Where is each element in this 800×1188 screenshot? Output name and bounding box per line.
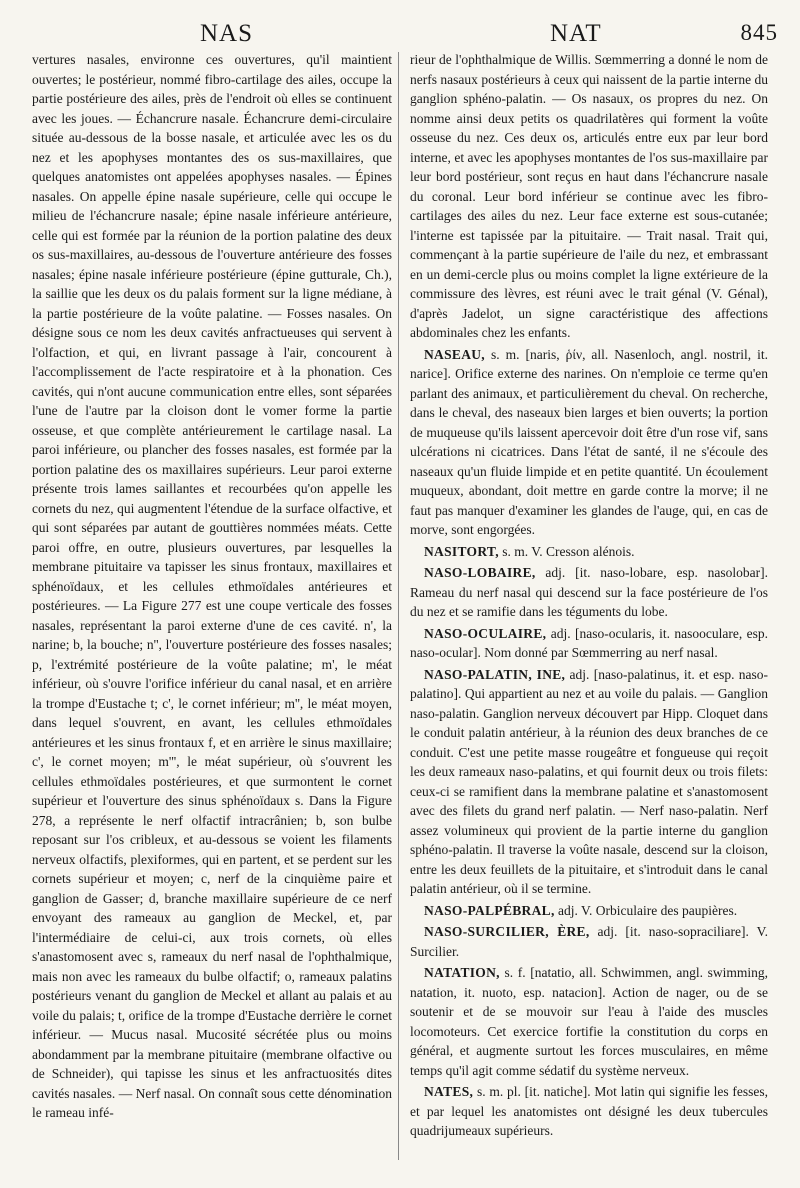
left-column-text: vertures nasales, environne ces ouvertures, qu'il maintient ouvertes; le postérieur, nommé fibro-cartilage des ailes, occupe la partie postérieure des ailes, près de l'endroit où elles se continuent avec les joues. — Échancrure nasale. Échancrure demi-circulaire située au-dessous de la bosse nasale, et articulée avec les os du nez et les apophyses montantes des os sus-maxillaires, que quelques anatomistes ont appelées apophyses nasales. — Épines nasales. On appelle épine nasale supérieure, celle qui occupe le milieu de l'échancrure nasale; épine nasale inférieure antérieure, celle qui est formée par la réunion de la portion palatine des deux os sus-maxillaires, au-dessous de l'ouverture antérieure des fosses nasales; épine nasale inférieure postérieure (épine gutturale, Ch.), la saillie que les deux os du palais forment sur la ligne médiane, à la partie postérieure de la voûte palatine. — Fosses nasales. On désigne sous ce nom les deux cavités anfractueuses qui servent à l'olfaction, et qui, en livrant passage à l'air, concourent à l'accomplissement de l'acte respiratoire et à la phonation. Ces cavités, qui n'ont aucune communication entre elles, sont séparées l'une de l'autre par la cloison dont le vomer forme la partie osseuse, et que complète antérieurement le cartilage nasal. La paroi inférieure, ou plancher des fosses nasales, est formée par la portion palatine des os maxillaires supérieurs. Leur paroi externe présente trois lames saillantes et recourbées qu'on appelle les cornets du nez, qui augmentent l'étendue de la surface olfactive, et qui sont séparées par autant de gouttières nommées méats. Cette paroi offre, en outre, plusieurs ouvertures, par lesquelles la membrane pituitaire va tapisser les sinus frontaux, maxillaires et sphénoïdaux, et les cellules ethmoïdales antérieures et postérieures. — La Figure 277 est une coupe verticale des fosses nasales, représentant la paroi externe d'une de ces cavité. n', la narine; b, la bouche; n'', l'ouverture postérieure des fosses nasales; p, l'extrémité postérieure de la voûte palatine; m', le méat inférieur, où s'ouvre l'orifice inférieur du canal nasal, et en arrière la trompe d'Eustache t; c', le cornet inférieur; m'', le méat moyen, dans lequel s'ouvrent, en avant, les cellules ethmoïdales antérieures et les sinus frontaux f, et en arrière le sinus maxillaire; c', le cornet moyen; m''', le méat supérieur, où s'ouvrent les cellules ethmoïdales postérieures, et que surmontent le cornet supérieur et l'ouverture des sinus sphénoïdaux s. Dans la Figure 278, a représente le nerf olfactif intracrânien; b, son bulbe reposant sur l'os cribleux, et au-dessous se voient les filaments nerveux olfactifs, plexiformes, qui en partent, et se perdent sur les cornets supérieur et moyen; c, nerf de la cinquième paire et ganglion de Gasser; d, branche maxillaire supérieure de ce nerf envoyant des rameaux au ganglion de Meckel, et, par l'intermédiaire de celui-ci, aux trois cornets, où elles s'anastomosent avec s, rameaux du nerf nasal de l'ophthalmique, mais non avec les rameaux du bulbe olfactif; o, rameaux palatins postérieurs venant du ganglion de Meckel et allant au palais et au voile du palais; t, orifice de la trompe d'Eustache derrière le cornet inférieur. — Mucus nasal. Mucosité sécrétée plus ou moins abondamment par la membrane pituitaire (membrane olfactive ou de Schneider), qui tapisse les sinus et les anfractuosités dites cavités nasales. — Nerf nasal. On connaît sous cette dénomination le rameau infé- — [32, 52, 392, 1120]
entry-naso-surcilier — [410, 922, 768, 961]
right-column-continuation: rieur de l'ophthalmique de Willis. Sœmmerring a donné le nom de nerfs nasaux postérieurs à ceux qui naissent de la partie interne du ganglion sphéno-palatin. — Os nasaux, os propres du nez. On nomme ainsi deux petits os quadrilatères qui forment la voûte osseuse du nez. Ces deux os, articulés entre eux par leur bord interne, et avec les apophyses montantes de l'os sus-maxillaire par leur bord postérieur, sont reçus en haut dans l'échancrure nasale du coronal. Leur bord inférieur se continue avec les fibro-cartilages des ailes du nez. Leur face externe est sous-cutanée; l'interne est tapissée par la pituitaire. — Trait nasal. Trait qui, commençant à la partie supérieure de l'aile du nez, et embrassant en un demi-cercle plus ou moins complet la ligne extérieure de la commissure des lèvres, est réuni avec le trait génal (V. Génal), d'après Jadelot, un signe caractéristique des affections abdominales chez les enfants. — [410, 52, 768, 340]
column-divider — [398, 52, 399, 1160]
entry-headword: NASO-SURCILIER, ÈRE, — [424, 924, 590, 939]
entry-headword: NASO-PALATIN, INE, — [424, 666, 566, 682]
header-center-word: NAT — [550, 20, 602, 47]
entry-body: s. m. pl. [it. natiche]. Mot latin qui signifie les fesses, et par lequel les anatomistes ont désigné les deux tubercules quadrijumeaux supérieurs. — [410, 1084, 768, 1138]
entry-natation — [410, 963, 768, 1080]
entry-body: s. m. V. Cresson alénois. — [502, 543, 635, 559]
entry-naso-oculaire — [410, 624, 768, 663]
entry-body: s. m. [naris, ῥίν, all. Nasenloch, angl. nostril, it. narice]. Orifice externe des narines. On n'emploie ce terme qu'en parlant des animaux, et particulièrement du cheval. On recherche, dans le cheval, des naseaux bien larges et bien ouverts; la portion de muqueuse qu'ils laissent apercevoir doit être d'un rose vif, sans ulcérations ni cicatrices. Dans l'état de santé, il ne s'écoule des naseaux qu'un fluide limpide et en petite quantité. Un écoulement muqueux, abondant, doit mettre en garde contre la morve; il ne faut pas manquer d'examiner les glandes de l'auge, qui, en cas de morve, sont engorgées. — [410, 346, 769, 537]
entry-nates — [410, 1082, 768, 1141]
entry-headword: NASO-OCULAIRE, — [424, 625, 547, 641]
entry-body: adj. [it. naso-lobare, esp. nasolobar]. Rameau du nerf nasal qui descend sur la face postérieure de l'os du nez et se ramifie dans les téguments du lobe. — [410, 565, 768, 619]
header-left-word: NAS — [200, 20, 254, 47]
entry-headword: NATES, — [424, 1084, 474, 1099]
entry-headword: NASO-LOBAIRE, — [424, 565, 536, 580]
entry-headword: NATATION, — [424, 965, 500, 980]
entry-naso-palatin — [410, 665, 768, 899]
page-number: 845 — [740, 20, 778, 45]
entry-body: s. f. [natatio, all. Schwimmen, angl. swimming, natation, it. nuoto, esp. natacion]. Action de nager, ou de se soutenir et de se mouvoir sur l'eau à l'aide des muscles locomoteurs. Cet exercice fortifie la constitution du corps en général, et augmente surtout les forces musculaires, en même temps qu'il agit comme sédatif du système nerveux. — [410, 965, 769, 1078]
entry-headword: NASO-PALPÉBRAL, — [424, 902, 555, 918]
right-column — [410, 50, 768, 1141]
entry-body: adj. V. Orbiculaire des paupières. — [558, 902, 738, 918]
page-header — [30, 10, 778, 50]
entry-body: adj. [naso-ocularis, it. nasooculare, esp. naso-ocular]. Nom donné par Sœmmerring au nerf nasal. — [410, 625, 768, 660]
entry-body: adj. [it. naso-sopraciliare]. V. Surcilier. — [410, 924, 768, 959]
entry-body: adj. [naso-palatinus, it. et esp. naso-palatino]. Qui appartient au nez et au voile du palais. — Ganglion naso-palatin. Ganglion nerveux découvert par Hipp. Cloquet dans le conduit palatin antérieur, à la réunion des deux branches de ce conduit. C'est une petite masse rougeâtre et fongueuse qui reçoit les deux rameaux naso-palatins, et qui fournit deux ou trois filets: ceux-ci se ramifient dans la membrane palatine et s'anastomosent avec des filets du grand nerf palatin. — Nerf naso-palatin. Nerf assez volumineux qui provient de la partie interne du ganglion sphéno-palatin. Il traverse la voûte nasale, descend sur la cloison, entre les deux feuillets de la pituitaire, et s'introduit dans le canal palatin antérieur, où il se termine. — [410, 666, 768, 896]
entry-nasitort — [410, 542, 768, 562]
entry-headword: NASITORT, — [424, 543, 499, 559]
left-column — [32, 50, 392, 1123]
entry-naso-lobaire — [410, 563, 768, 622]
entry-naso-palpebral — [410, 901, 768, 921]
entry-naseau — [410, 345, 768, 540]
entry-headword: NASEAU, — [424, 346, 485, 362]
